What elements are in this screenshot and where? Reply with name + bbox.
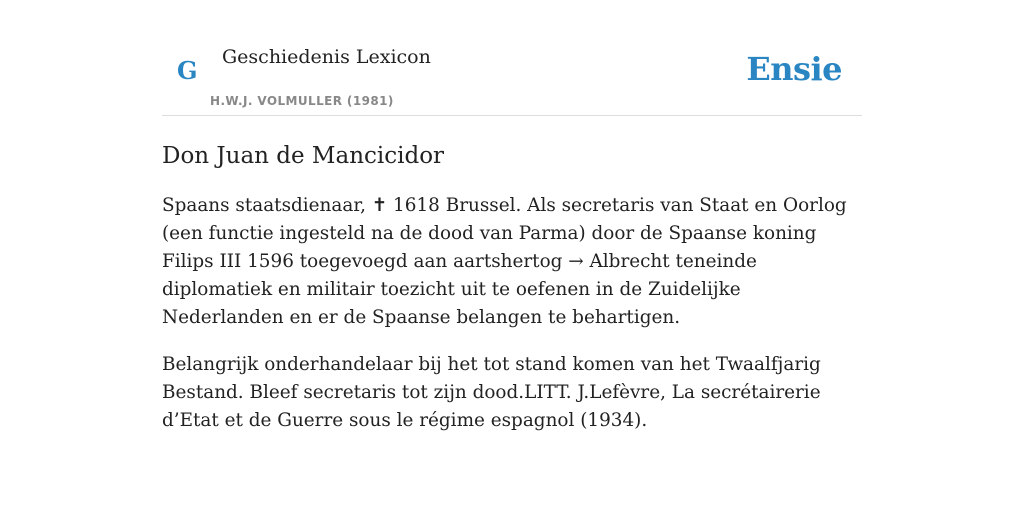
source-author: H.W.J. VOLMULLER (1981)	[210, 94, 394, 108]
source-header	[162, 0, 862, 116]
entry-paragraph-1	[162, 192, 862, 332]
source-logo[interactable]: G	[177, 56, 198, 85]
paragraph-1-text-b: teneinde diplomatiek en militair toezicht uit te oefenen in de Zuidelijke Nederlanden en er de Spaanse belangen te behartigen.	[162, 251, 757, 328]
entry-title: Don Juan de Mancicidor	[162, 143, 445, 169]
entry-body	[162, 192, 862, 435]
albrecht-link[interactable]: → Albrecht	[568, 251, 670, 272]
paragraph-1-text-a: Spaans staatsdienaar, ✝ 1618 Brussel. Als secretaris van Staat en Oorlog (een functie ingesteld na de dood van Parma) door de Spaanse koning Filips III 1596 toegevoegd aan aartshertog	[162, 195, 847, 272]
page	[162, 0, 862, 454]
ensie-logo-link[interactable]: Ensie	[746, 50, 842, 88]
entry-paragraph-2: Belangrijk onderhandelaar bij het tot stand komen van het Twaalfjarig Bestand. Bleef secretaris tot zijn dood.LITT. J.Lefèvre, La secrétairerie d’Etat et de Guerre sous le régime espagnol (1934).	[162, 354, 821, 431]
source-title-link[interactable]: Geschiedenis Lexicon	[222, 46, 431, 68]
